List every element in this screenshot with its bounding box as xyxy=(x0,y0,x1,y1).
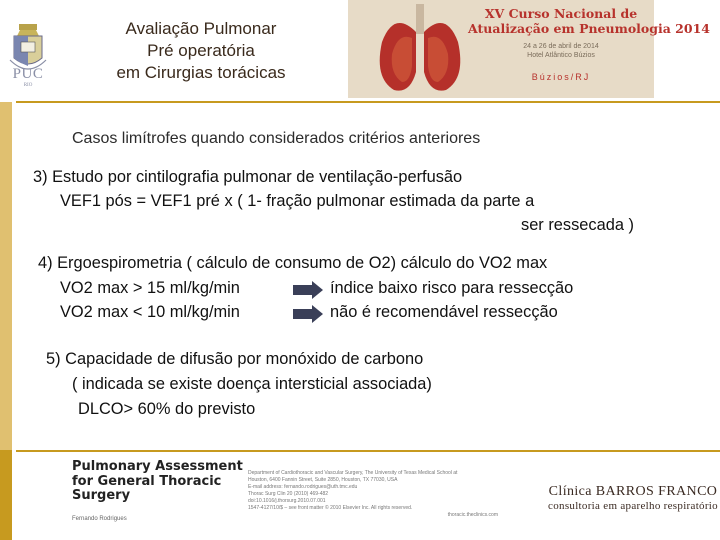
item5-criterion: DLCO> 60% do previsto xyxy=(78,400,256,418)
reference-line: 1547-4127/10/$ – see front matter © 2010 Elsevier Inc. All rights reserved. xyxy=(248,505,413,511)
reference-line: Thorac Surg Clin 20 (2010) 469-482 xyxy=(248,491,329,497)
article-author: Fernando Rodrigues xyxy=(72,516,127,522)
event-banner xyxy=(348,0,710,98)
article-reference xyxy=(248,470,498,519)
reference-line: thoracic.theclinics.com xyxy=(447,512,498,518)
item5-heading: 5) Capacidade de difusão por monóxido de carbono xyxy=(46,350,424,368)
title-line: Avaliação Pulmonar xyxy=(125,19,277,38)
item4-heading: 4) Ergoespirometria ( cálculo de consumo de O2) cálculo do VO2 max xyxy=(38,254,548,272)
item3-formula-continued: ser ressecada ) xyxy=(521,216,634,234)
clinic-logo xyxy=(546,484,720,512)
clinic-name: Clínica BARROS FRANCO xyxy=(548,484,718,499)
event-date-line: Hotel Atlântico Búzios xyxy=(527,52,595,59)
article-title-line: for General Thoracic xyxy=(72,473,222,489)
event-title-line: XV Curso Nacional de xyxy=(484,6,638,21)
arrow-right-icon xyxy=(292,305,326,323)
item4-condition: VO2 max > 15 ml/kg/min xyxy=(60,279,240,297)
item3-heading: 3) Estudo por cintilografia pulmonar de ventilação-perfusão xyxy=(33,168,463,186)
event-date-line: 24 a 26 de abril de 2014 xyxy=(523,43,599,50)
article-title xyxy=(72,459,243,504)
article-title-line: Pulmonary Assessment xyxy=(72,459,243,474)
item4-result: índice baixo risco para ressecção xyxy=(330,279,574,297)
left-accent-strip-dark xyxy=(0,450,12,540)
item5-note: ( indicada se existe doença intersticial associada) xyxy=(72,375,432,393)
reference-line: doi:10.1016/j.thorsurg.2010.07.001 xyxy=(248,498,326,504)
arrow-right-icon xyxy=(292,281,326,299)
left-accent-strip xyxy=(0,102,12,450)
footer-divider xyxy=(16,450,720,452)
lungs-icon xyxy=(374,2,466,96)
reference-line: Department of Cardiothoracic and Vascular Surgery, The University of Texas Medical School at xyxy=(248,470,458,476)
header-divider xyxy=(16,101,720,103)
event-title xyxy=(468,6,710,36)
item4-condition: VO2 max < 10 ml/kg/min xyxy=(60,303,240,321)
title-line: Pré operatória xyxy=(147,41,255,60)
title-line: em Cirurgias torácicas xyxy=(116,63,286,82)
item3-formula: VEF1 pós = VEF1 pré x ( 1- fração pulmonar estimada da parte a xyxy=(60,192,535,210)
page-title xyxy=(92,18,310,84)
clinic-tagline: consultoria em aparelho respiratório xyxy=(548,500,718,512)
item4-result: não é recomendável ressecção xyxy=(330,303,558,321)
article-title-line: Surgery xyxy=(72,488,131,503)
slide-subtitle: Casos limítrofes quando considerados critérios anteriores xyxy=(72,130,481,147)
logo-subtext: RIO xyxy=(23,83,33,88)
event-city: Búzios/RJ xyxy=(531,72,591,82)
logo-text: PUC xyxy=(12,66,44,82)
event-title-line: Atualização em Pneumologia 2014 xyxy=(468,21,710,36)
event-dates xyxy=(468,42,654,60)
reference-line: Houston, 6400 Fannin Street, Suite 2850, Houston, TX 77030, USA xyxy=(248,477,398,483)
reference-line: E-mail address: fernando.rodrigues@uth.tmc.edu xyxy=(248,484,358,490)
